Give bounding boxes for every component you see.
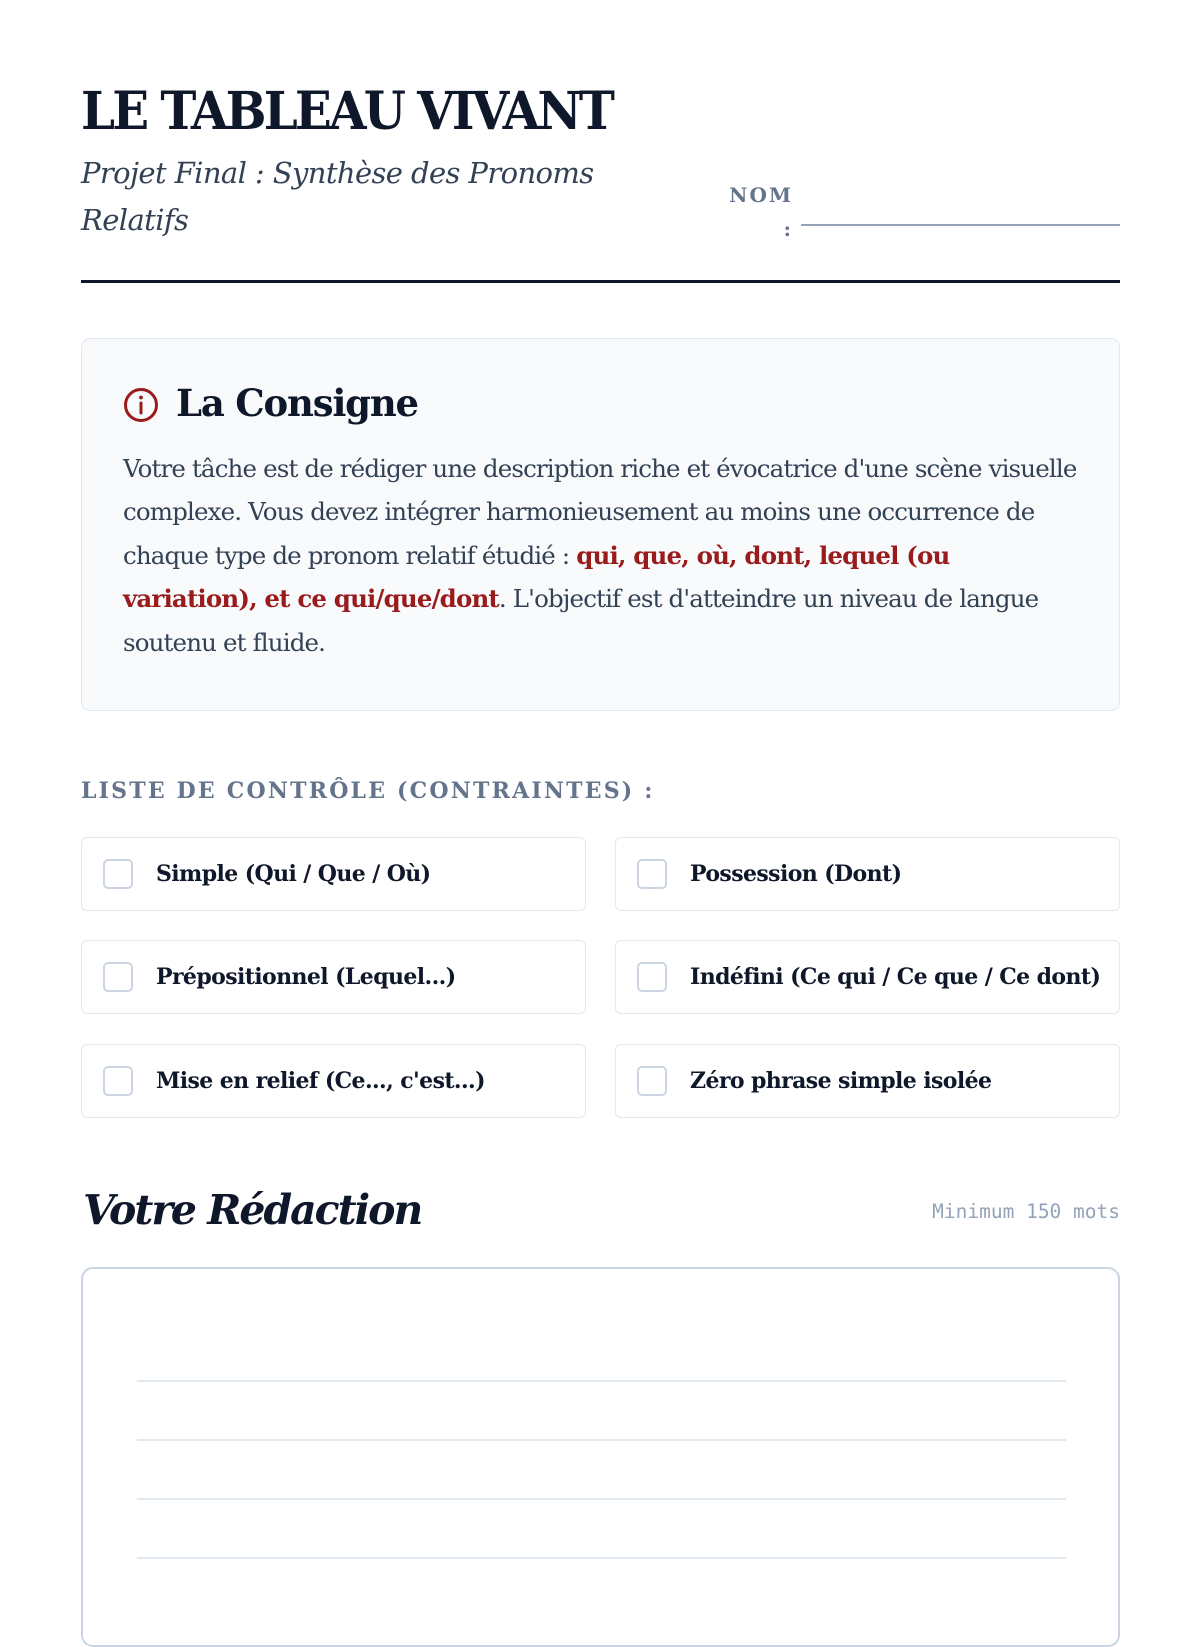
instructions-text-part: . L'objectif est d'atteindre un niveau de langue soutenu et fluide. — [123, 584, 1039, 657]
instructions-title: La Consigne — [176, 381, 418, 425]
checkbox[interactable] — [637, 962, 667, 992]
instructions-box — [81, 338, 1120, 711]
checkbox[interactable] — [637, 859, 667, 889]
checklist-item-label: Prépositionnel (Lequel...) — [156, 964, 456, 990]
info-icon — [123, 387, 159, 423]
checklist-item-label: Mise en relief (Ce..., c'est...) — [156, 1068, 485, 1094]
writing-section-title: Votre Rédaction — [83, 1186, 422, 1234]
checklist-item[interactable] — [615, 940, 1120, 1014]
checkbox[interactable] — [103, 962, 133, 992]
checkbox[interactable] — [637, 1066, 667, 1096]
instructions-highlight: qui, que, où, dont, lequel (ou variation), et ce qui/que/dont — [123, 540, 950, 614]
writing-line — [137, 1557, 1066, 1559]
checklist-item-label: Indéfini (Ce qui / Ce que / Ce dont) — [690, 964, 1101, 990]
page-subtitle: Projet Final : Synthèse des Pronoms Relatifs — [81, 156, 594, 237]
checklist-item-label: Possession (Dont) — [690, 861, 902, 887]
instructions-text-part: Votre tâche est de rédiger une description riche et évocatrice d'une scène visuelle complexe. Vous devez intégrer harmonieusement au moins une occurrence de chaque type de pronom relatif étudié : — [123, 454, 1077, 570]
checklist-item-label: Zéro phrase simple isolée — [690, 1068, 992, 1094]
writing-line — [137, 1439, 1066, 1441]
writing-line — [137, 1498, 1066, 1500]
word-count-hint: Minimum 150 mots — [932, 1200, 1120, 1223]
checklist-item[interactable] — [81, 837, 586, 911]
writing-line — [137, 1380, 1066, 1382]
name-label: NOM : — [729, 183, 793, 241]
writing-area[interactable] — [81, 1267, 1120, 1647]
worksheet-header — [81, 78, 1120, 284]
checkbox[interactable] — [103, 1066, 133, 1096]
checklist-item[interactable] — [615, 837, 1120, 911]
checklist-item[interactable] — [615, 1044, 1120, 1118]
checklist-item[interactable] — [81, 940, 586, 1014]
checklist-heading: LISTE DE CONTRÔLE (CONTRAINTES) : — [81, 778, 655, 804]
checklist-item[interactable] — [81, 1044, 586, 1118]
name-field-line[interactable] — [801, 224, 1120, 226]
header-divider — [81, 280, 1120, 283]
checkbox[interactable] — [103, 859, 133, 889]
instructions-text — [123, 447, 1078, 664]
checklist-item-label: Simple (Qui / Que / Où) — [156, 861, 431, 887]
page-title: LE TABLEAU VIVANT — [81, 81, 613, 142]
